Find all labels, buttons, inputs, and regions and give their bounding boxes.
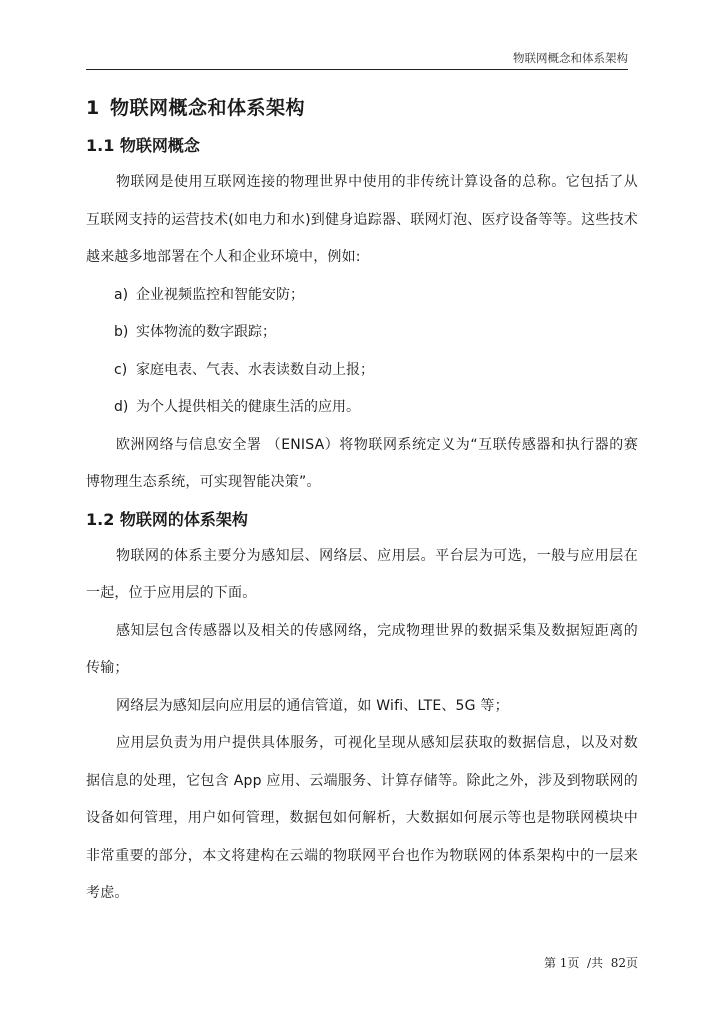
section-heading-1-2: 1.2 物联网的体系架构 — [86, 509, 248, 529]
chapter-heading — [86, 88, 638, 128]
list-marker: b) — [114, 324, 129, 340]
chapter-number: 1 — [86, 97, 100, 119]
paragraph: 物联网是使用互联网连接的物理世界中使用的非传统计算设备的总称。它包括了从互联网支持的运营技术(如电力和水)到健身追踪器、联网灯泡、医疗设备等等。这些技术越来越多地部署在个人和企业环境中，例如: — [86, 174, 638, 265]
section-heading-1-1: 1.1 物联网概念 — [86, 136, 200, 155]
list-marker: c) — [114, 361, 128, 378]
header-divider — [86, 69, 628, 70]
list-item — [86, 389, 638, 427]
list-item-text: 企业视频监控和智能安防； — [136, 286, 304, 303]
paragraph: 感知层包含传感器以及相关的传感网络，完成物理世界的数据采集及数据短距离的传输； — [86, 622, 638, 676]
page-number — [86, 954, 638, 971]
list-marker: d) — [114, 399, 129, 415]
list-item — [86, 352, 638, 390]
running-header: 物联网概念和体系架构 — [513, 51, 628, 65]
list-item-text: 为个人提供相关的健康生活的应用。 — [136, 399, 360, 415]
chapter-title: 物联网概念和体系架构 — [110, 97, 306, 119]
page-number-label: 第 1页 /共 82页 — [543, 956, 638, 970]
list-marker: a) — [114, 286, 129, 303]
paragraph: 网络层为感知层向应用层的通信管道，如 Wifi、LTE、5G 等； — [116, 697, 509, 714]
list-item — [86, 277, 638, 315]
list-item-text: 家庭电表、气表、水表读数自动上报； — [136, 361, 374, 378]
paragraph: 物联网的体系主要分为感知层、网络层、应用层。平台层为可选，一般与应用层在一起，位于应用层的下面。 — [86, 547, 638, 601]
list-item-text: 实体物流的数字跟踪； — [136, 324, 276, 340]
paragraph: 欧洲网络与信息安全署 （ENISA）将物联网系统定义为“互联传感器和执行器的赛博物理生态系统，可实现智能决策”。 — [86, 436, 638, 490]
list-item — [86, 314, 638, 352]
document-body — [86, 88, 638, 913]
paragraph: 应用层负责为用户提供具体服务，可视化呈现从感知层获取的数据信息，以及对数据信息的处理，它包含 App 应用、云端服务、计算存储等。除此之外，涉及到物联网的设备如何管理，用户如何管理，数据包如何解析，大数据如何展示等也是物联网模块中非常重要的部分，本文将建构在云端的物联网平台也作为物联网的体系架构中的一层来考虑。 — [86, 735, 638, 901]
